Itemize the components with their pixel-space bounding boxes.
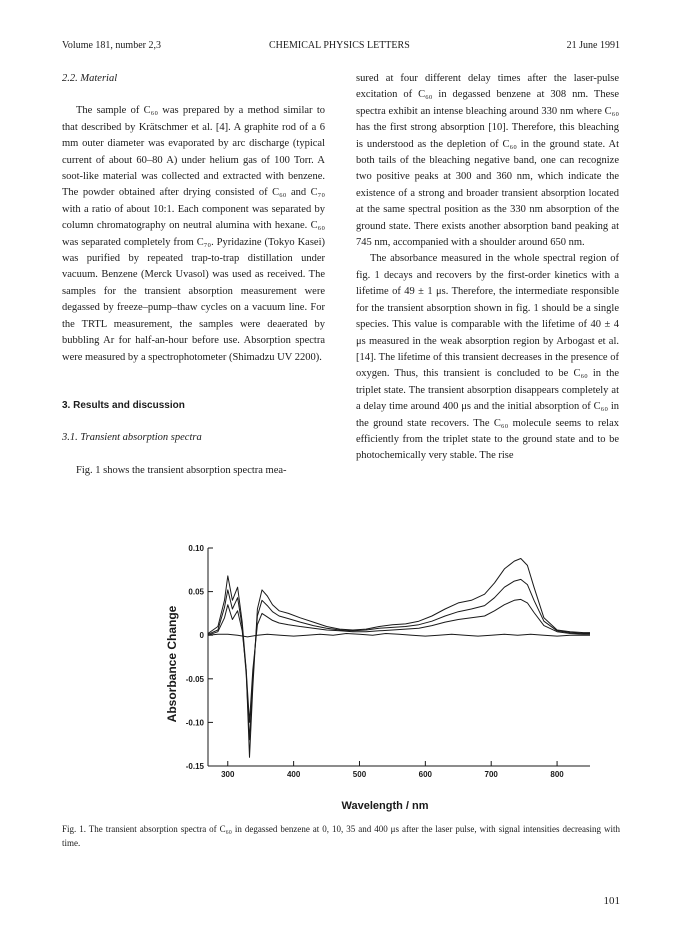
y-tick-label: -0.15 (185, 762, 204, 771)
y-tick-label: 0 (199, 631, 204, 641)
spectrum-line-3 (208, 599, 590, 722)
chart-axes (186, 544, 590, 779)
section-heading-results: 3. Results and discussion (62, 399, 185, 411)
x-tick-label: 700 (484, 770, 498, 779)
paragraph-material: The sample of C₆₀ was prepared by a method similar to that described by Krätschmer et al. [4]. A graphite rod of a 6 mm outer diameter was evaporated by arc discharge (typical current of about 60–80 A) under helium gas of 100 Torr. A soot-like material was collected and extracted with benzene. The powder obtained after drying consisted of C₆₀ and C₇₀ with a ratio of about 10:1. Each component was separated by column chromatography on neutral alumina with hexane. C₆₀ was separated completely from C₇₀. Pyridazine (Tokyo Kasei) was purified by repeated trap-to-trap distillation under vacuum. Benzene (Merck Uvasol) was used as received. The samples for the transient absorption measurement were degassed by freeze–pump–thaw cycles on a vacuum line. For the TRTL measurement, the samples were deaerated by bubbling Ar for half-an-hour before use. Absorption spectra were measured by a spectrophotometer (Shimadzu UV 2200). (62, 105, 325, 363)
section-heading-material: 2.2. Material (62, 73, 118, 84)
y-tick-label: 0.05 (188, 587, 204, 597)
left-column (62, 71, 325, 479)
chart-series (208, 559, 590, 758)
right-column (356, 71, 619, 465)
spectrum-line-4 (208, 634, 590, 637)
x-tick-label: 300 (221, 770, 235, 779)
paragraph-fig-intro: Fig. 1 shows the transient absorption spectra mea- (76, 464, 287, 476)
figure-1 (140, 538, 600, 815)
x-axis-label: Wavelength / nm (341, 800, 429, 812)
spectrum-line-2 (208, 579, 590, 739)
x-tick-label: 600 (418, 770, 433, 779)
y-tick-label: -0.10 (185, 718, 204, 728)
figure-caption: Fig. 1. The transient absorption spectra of C₆₀ in degassed benzene at 0, 10, 35 and 400 μs after the laser pulse, with signal intensities decreasing with time. (62, 824, 620, 848)
absorption-spectra-chart (140, 538, 600, 815)
running-header (62, 40, 620, 54)
spectrum-line-1 (208, 559, 590, 758)
page-number: 101 (603, 895, 620, 907)
issue-date: 21 June 1991 (566, 40, 620, 51)
subsection-heading-spectra: 3.1. Transient absorption spectra (62, 432, 202, 444)
x-tick-label: 500 (352, 770, 367, 779)
y-axis-label: Absorbance Change (165, 605, 179, 723)
x-tick-label: 800 (550, 770, 564, 779)
x-tick-label: 400 (286, 770, 301, 779)
journal-name: CHEMICAL PHYSICS LETTERS (269, 40, 410, 51)
paragraph-kinetics: The absorbance measured in the whole spectral region of fig. 1 decays and recovers by the first-order kinetics with a lifetime of 49 ± 1 μs. Therefore, the intermediate responsible for the transient absorption shown in fig. 1 should be a single species. This value is comparable with the lifetime of 40 ± 4 μs measured in the weak absorption region by Arbogast et al. [14]. The lifetime of this transient decreases in the presence of oxygen. Thus, this transient is concluded to be C₆₀ in the triplet state. The transient absorption disappears completely at a delay time around 400 μs and the initial absorption of C₆₀ in the ground state recovers. The C₆₀ molecule seems to relax efficiently from the triplet state to the ground state and to be photochemically very stable. The rise (356, 253, 619, 462)
y-tick-label: -0.05 (185, 674, 204, 684)
volume-info: Volume 181, number 2,3 (62, 40, 161, 51)
paragraph-spectra: sured at four different delay times after the laser-pulse excitation of C₆₀ in degassed benzene at 308 nm. These spectra exhibit an intense bleaching around 330 nm where C₆₀ has the first strong absorption [10]. Therefore, this bleaching is understood as the depletion of C₆₀ in the ground state. At both tails of the bleaching negative band, one can recognize two positive peaks at 300 and 360 nm, which indicate the existence of a strong and broader transient absorption located at the same spectral position as the 330 nm absorption of the ground state. There exists another absorption band peaking at 745 nm, accompanied with a shoulder around 650 nm. (356, 73, 619, 249)
y-tick-label: 0.10 (188, 544, 204, 553)
